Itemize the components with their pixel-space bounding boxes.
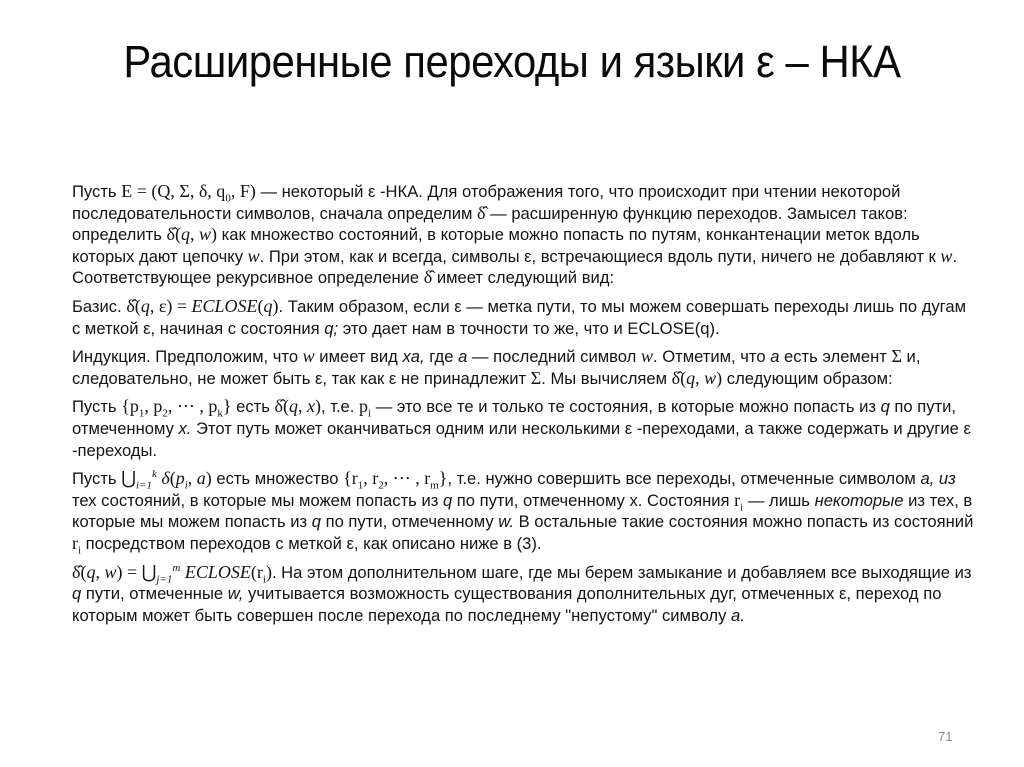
text-segment: , r [363,468,379,489]
text-segment: q [72,584,82,604]
text-segment: m [172,561,181,574]
text-segment: a [196,468,206,489]
text-segment: δ̂( [126,295,141,316]
text-segment: E = (Q, Σ, δ, q [121,181,226,201]
text-segment: Пусть [72,397,122,417]
text-segment: , p [144,396,163,417]
text-segment: ) [272,295,279,316]
text-segment: i [368,407,372,420]
text-segment: w [704,367,717,388]
text-segment: 2 [162,407,168,420]
text-segment: i [78,544,82,557]
text-segment: по пути, отмеченному х. Состояния [452,490,735,510]
text-segment: это дает нам в точности то же, что и ECLOSE(q). [338,318,720,338]
text-segment: следующим образом: [722,368,893,388]
text-segment: q [180,224,190,245]
text-segment: тех состояний, в которые мы можем попасть из [72,490,443,510]
text-segment: . При этом, как и всегда, символы ε, встречающиеся вдоль пути, ничего не добавляют к [259,246,941,266]
text-segment: w [940,245,953,266]
text-segment: w [302,346,315,367]
text-segment: 0 [225,192,231,205]
text-segment: , [695,367,705,388]
paragraph-definition [72,181,977,289]
text-segment: δ̂ [423,267,433,288]
text-segment: δ̂( [671,367,687,388]
text-segment: и, следовательно, не может быть ε, так как ε не принадлежит [72,347,921,388]
text-segment: , т.е. нужно совершить все переходы, отмеченные символом [447,469,921,489]
text-segment: , [297,396,307,417]
text-segment: q [288,396,298,417]
text-segment: ) [205,468,212,489]
text-segment: из тех, в которые мы можем попасть из [72,490,973,532]
text-segment: . Отметим, что [652,347,771,367]
text-segment: m [430,479,439,492]
text-segment: x. [178,418,192,438]
text-segment: Σ [891,346,902,367]
text-segment: } [222,396,232,417]
text-segment: a [458,347,468,367]
text-segment: — некоторый ε -НКА. Для отображения того, что происходит при чтении некоторой последовательности символов, сначала определим [72,182,901,223]
text-segment: δ̂( [72,561,87,582]
text-segment: q [880,397,890,417]
text-segment: В остальные такие состояния можно попасть из состояний [513,512,974,532]
text-segment: 1 [357,479,364,492]
text-segment: как множество состояний, в которые можно попасть по путям, конкантенации меток вдоль которых дают цепочку [72,225,920,266]
text-segment: по пути, отмеченному [72,397,956,438]
text-segment: ECLOSE [191,295,258,316]
text-segment: , [189,224,199,245]
text-segment: , ⋯ , p [167,396,218,417]
text-segment: ) [716,367,723,388]
text-segment: (r [250,561,263,582]
text-segment: r [734,489,741,510]
text-segment: i [740,501,744,514]
paragraph-induction [72,346,977,389]
text-segment: j=1 [156,573,173,586]
text-segment: где [424,347,459,367]
text-segment: ( [257,295,264,316]
text-segment: k [217,407,223,420]
text-segment: a, из [920,469,956,489]
text-segment: ) [314,396,321,417]
text-segment: Σ [530,367,542,388]
text-segment: . Таким образом, если ε — метка пути, то мы можем совершать переходы лишь по дугам с меткой ε, начиная с состояния [72,296,967,338]
text-segment: — последний символ [467,347,641,367]
text-segment: δ̂ [477,202,486,223]
text-segment: xa, [402,347,425,367]
text-segment: имеет вид [314,347,403,367]
text-segment: p [359,396,369,417]
text-segment: a [770,347,780,367]
paragraph-step-2 [72,468,977,557]
text-segment: w [198,224,211,245]
text-segment: q; [324,318,339,338]
text-segment: есть элемент [779,347,892,367]
text-segment: i=1 [135,479,152,492]
text-segment: k [151,468,157,481]
text-segment: 1 [138,407,145,420]
slide-body [72,181,977,633]
text-segment: q [86,561,96,582]
text-segment: , [95,561,105,582]
text-segment: i [262,573,266,586]
text-segment: учитывается возможность существования дополнительных дуг, отмеченных ε, переход по которым может быть совершен после перехода по последнему "непустому" символу [72,584,942,625]
text-segment: δ̂( [274,396,289,417]
text-segment: есть множество [211,469,344,489]
text-segment: {p [121,396,139,417]
text-segment: 2 [378,479,384,492]
text-segment: Пусть [72,182,122,201]
text-segment: — лишь [743,490,815,510]
paragraph-step-1 [72,396,977,461]
text-segment: a. [731,605,745,625]
paragraph-basis [72,296,977,339]
text-segment: ⋃ [121,468,136,489]
text-segment: x [306,396,315,417]
text-segment: q [311,512,321,532]
text-segment: , ε) = [149,295,192,316]
text-segment: некоторые [814,490,904,510]
text-segment: δ [156,468,170,489]
text-segment: пути, отмеченные [81,584,228,604]
text-segment: w, [227,584,244,604]
page-number: 71 [938,729,953,744]
text-segment: , т.е. [320,397,360,417]
text-segment: ) [265,561,272,582]
paragraph-step-3 [72,562,977,627]
text-segment: — расширенную функцию переходов. Замысел таков: определить [72,203,908,245]
text-segment: посредством переходов с меткой ε, как описано ниже в (3). [81,533,542,553]
text-segment: , ⋯ , r [383,468,431,489]
text-segment: q [263,295,273,316]
text-segment: q [686,367,696,388]
text-segment: имеет следующий вид: [432,268,615,288]
text-segment: ECLOSE [180,561,251,582]
text-segment: r [72,532,78,553]
text-segment: Базис. [72,296,127,316]
text-segment: Пусть [72,469,122,489]
text-segment: q [442,490,453,510]
text-segment: . На этом дополнительном шаге, где мы берем замыкание и добавляем все выходящие из [271,562,972,582]
text-segment: ( [169,468,176,489]
text-segment: w [104,561,117,582]
text-segment: . Мы вычисляем [541,368,672,388]
text-segment: {r [343,468,358,489]
text-segment: , [187,468,197,489]
text-segment: p [175,468,185,489]
text-segment: w [640,346,653,367]
slide-title: Расширенные переходы и языки ε – НКА [123,36,901,87]
text-segment: по пути, отмеченному [321,512,499,532]
text-segment: w [247,245,260,266]
text-segment: w. [498,512,514,532]
text-segment: . Соответствующее рекурсивное определение [72,246,958,288]
text-segment: i [184,479,188,492]
text-segment: есть [231,397,275,417]
text-segment: δ̂( [166,224,181,245]
text-segment: Этот путь может оканчиваться одним или несколькими ε -переходами, а также содержать и другие ε -переходы. [72,418,971,460]
text-segment: } [438,468,448,489]
text-segment: Индукция. Предположим, что [72,347,303,367]
text-segment: ) = ⋃ [116,561,157,582]
text-segment: , F) [230,181,256,201]
text-segment: ) [210,224,217,245]
text-segment: q [140,295,150,316]
text-segment: — это все те и только те состояния, в которые можно попасть из [371,397,881,417]
